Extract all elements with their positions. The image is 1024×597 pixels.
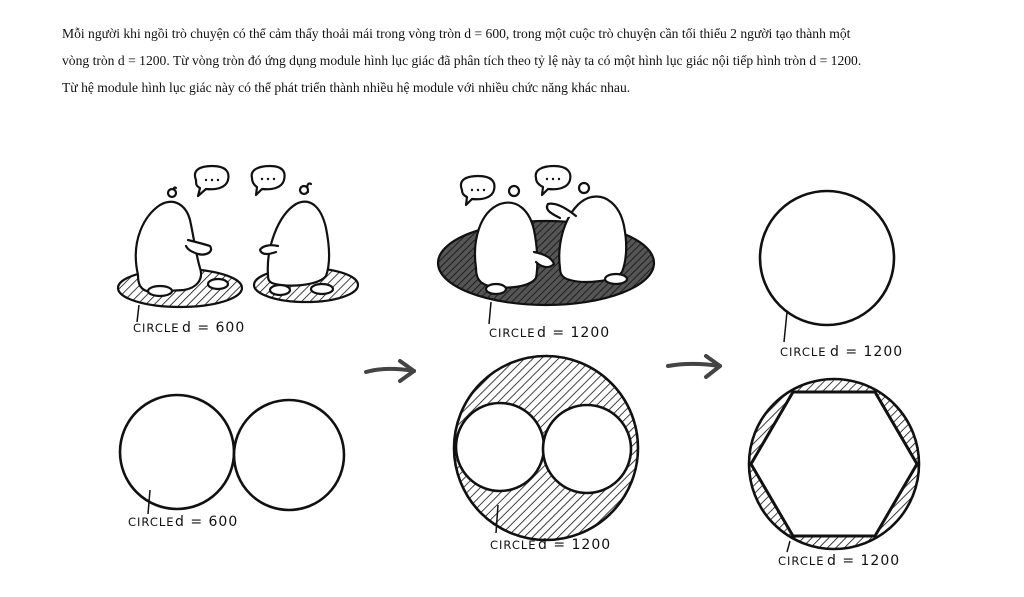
circle-600-inner-left xyxy=(456,403,544,491)
arrow-right-icon xyxy=(366,361,414,381)
label-d1200-right-bottom: d = 1200 xyxy=(827,553,901,569)
label-circle-1200-bottom: CIRCLE xyxy=(490,538,537,552)
label-d1200-bottom: d = 1200 xyxy=(538,537,612,553)
speech-bubble-icon xyxy=(536,166,571,195)
description-line-2: vòng tròn d = 1200. Từ vòng tròn đó ứng dụng module hình lục giác đã phân tích theo tỷ lệ này ta có một hình lục giác nội tiếp hình tròn d = 1200. xyxy=(62,53,862,68)
label-circle-600-top: CIRCLE xyxy=(133,321,180,335)
person-left xyxy=(475,203,537,288)
two-people-separate-sketch xyxy=(118,166,358,307)
label-circle-1200-top: CIRCLE xyxy=(489,326,536,340)
label-d600-top: d = 600 xyxy=(182,320,246,336)
label-circle-1200-right-bottom: CIRCLE xyxy=(778,554,825,568)
description-line-1: Mỗi người khi ngồi trò chuyện có thể cảm thấy thoải mái trong vòng tròn d = 600, trong một cuộc trò chuyện cần tối thiểu 2 người tạo thành một xyxy=(62,26,851,41)
circle-1200-plain xyxy=(760,191,894,325)
label-circle-1200-right-top: CIRCLE xyxy=(780,345,827,359)
circle-600-right xyxy=(234,400,344,510)
arrow-right-icon xyxy=(668,356,720,377)
label-d600-bottom: d = 600 xyxy=(175,514,239,530)
label-d1200-top: d = 1200 xyxy=(537,325,611,341)
two-people-together-sketch xyxy=(438,166,654,305)
circle-600-left xyxy=(120,395,234,509)
circle-600-inner-right xyxy=(543,405,631,493)
speech-bubble-icon xyxy=(252,166,285,195)
description-line-3: Từ hệ module hình lục giác này có thể phát triển thành nhiều hệ module với nhiều chức năng khác nhau. xyxy=(62,80,631,95)
person-right xyxy=(559,197,626,282)
person-right xyxy=(268,202,329,286)
label-circle-600-bottom: CIRCLE xyxy=(128,515,175,529)
label-d1200-right-top: d = 1200 xyxy=(830,344,904,360)
